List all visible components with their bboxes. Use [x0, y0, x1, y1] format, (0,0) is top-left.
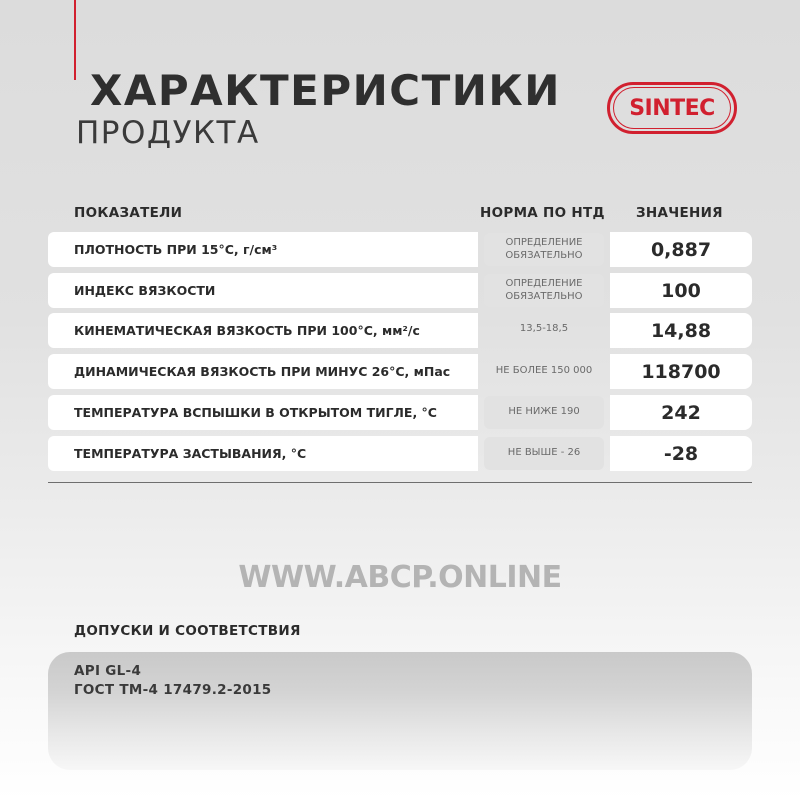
column-header-values: ЗНАЧЕНИЯ	[636, 205, 723, 221]
row-value: 242	[610, 395, 752, 430]
row-label: КИНЕМАТИЧЕСКАЯ ВЯЗКОСТЬ ПРИ 100°С, мм²/с	[74, 323, 420, 338]
table-row	[48, 273, 752, 308]
watermark-url: WWW.ABCP.ONLINE	[238, 560, 562, 595]
table-divider	[48, 482, 752, 483]
accent-line	[74, 0, 76, 80]
row-norm: НЕ НИЖЕ 190	[484, 396, 604, 429]
row-norm: ОПРЕДЕЛЕНИЕ ОБЯЗАТЕЛЬНО	[484, 274, 604, 307]
logo-text: SINTEC	[629, 95, 715, 121]
row-value: 0,887	[610, 232, 752, 267]
table-row	[48, 395, 752, 430]
table-row	[48, 436, 752, 471]
approval-item: ГОСТ ТМ-4 17479.2-2015	[74, 682, 272, 698]
row-value: 14,88	[610, 313, 752, 348]
page-title: ХАРАКТЕРИСТИКИ	[90, 66, 561, 115]
row-norm: НЕ БОЛЕЕ 150 000	[495, 365, 593, 377]
logo-inner-ring	[613, 87, 731, 129]
table-row	[48, 354, 752, 389]
row-norm: 13,5-18,5	[519, 323, 569, 334]
row-norm: ОПРЕДЕЛЕНИЕ ОБЯЗАТЕЛЬНО	[484, 233, 604, 266]
row-value: 100	[610, 273, 752, 308]
row-label: ДИНАМИЧЕСКАЯ ВЯЗКОСТЬ ПРИ МИНУС 26°С, мПас	[74, 364, 451, 379]
column-header-indicators: ПОКАЗАТЕЛИ	[74, 205, 183, 221]
table-row	[48, 313, 752, 348]
row-value: 118700	[610, 354, 752, 389]
page-subtitle: ПРОДУКТА	[76, 115, 260, 151]
row-label: ИНДЕКС ВЯЗКОСТИ	[74, 283, 216, 298]
row-norm: НЕ ВЫШЕ - 26	[484, 437, 604, 470]
row-value: -28	[610, 436, 752, 471]
approvals-title: ДОПУСКИ И СООТВЕТСТВИЯ	[74, 623, 301, 639]
row-label: ПЛОТНОСТЬ ПРИ 15°С, г/см³	[74, 242, 278, 257]
row-label: ТЕМПЕРАТУРА ВСПЫШКИ В ОТКРЫТОМ ТИГЛЕ, °С	[74, 405, 437, 420]
table-row	[48, 232, 752, 267]
approvals-box	[48, 652, 752, 770]
sintec-logo	[607, 82, 737, 134]
column-header-norm: НОРМА ПО НТД	[480, 205, 605, 221]
row-label: ТЕМПЕРАТУРА ЗАСТЫВАНИЯ, °С	[74, 446, 307, 461]
approval-item: API GL-4	[74, 663, 142, 679]
